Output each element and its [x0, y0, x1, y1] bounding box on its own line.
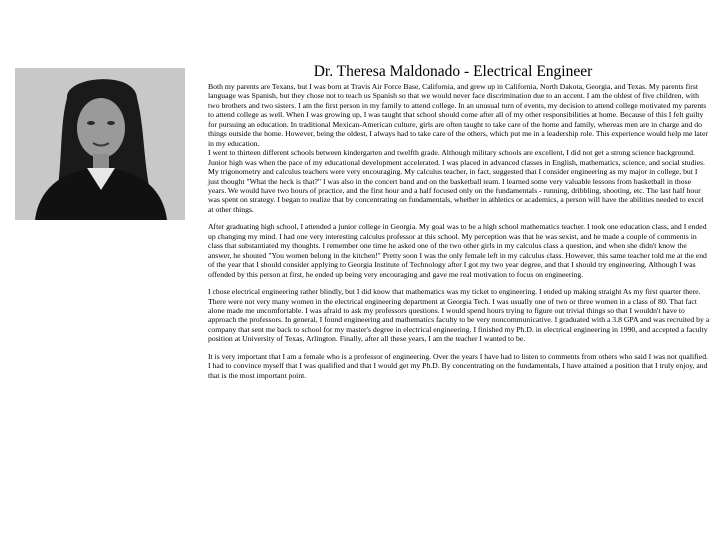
page-title: Dr. Theresa Maldonado - Electrical Engineer	[313, 63, 593, 80]
paragraph: I went to thirteen different schools between kindergarten and twelfth grade. Although military schools are excellent, I did not get a strong science background. Junior high was when the pace of my educational development accelerated. I was placed in advanced classes in English, mathematics, science, and social studies. My trigonometry and calculus teachers were very encouraging. My calculus teacher, in fact, suggested that I consider engineering as my major in college, but I just thought "What the heck is that?" I was also in the concert band and on the basketball team. I learned some very valuable lessons from basketball in those years. We would have two hours of practice, and the first hour and a half focused only on the fundamentals - running, dribbling, shooting, etc. The last half hour was spent on strategy. I began to realize that by concentrating on fundamentals, whether in athletics or academics, a person will have the abilities needed to excel at other things.	[208, 148, 705, 214]
portrait-photo	[15, 68, 185, 220]
biography-text	[208, 82, 710, 380]
paragraph: I chose electrical engineering rather blindly, but I did know that mathematics was my ticket to engineering. I ended up making straight As my first quarter there. There were not very many women in the electrical engineering department at Georgia Tech. I was usually one of two or three women in a class of 80. That fact alone made me uncomfortable. I was afraid to ask my professors questions. I would spend hours trying to figure out trivial things so that I wouldn't have to approach the professors. In general, I found engineering and mathematics faculty to be very noncommunicative. I graduated with a 3.8 GPA and was recruited by a company that sent me back to school for my master's degree in electrical engineering. I finished my Ph.D. in electrical engineering in 1990, and accepted a faculty position at University of Texas, Arlington. Finally, after all these years, I am the teacher I wanted to be.	[208, 287, 710, 344]
paragraph: It is very important that I am a female who is a professor of engineering. Over the years I have had to listen to comments from others who said I was not qualified. I had to convince myself that I was qualified and that I would get my Ph.D. By concentrating on the fundamentals, I have attained a position that I truly enjoy, and that is the most important point.	[208, 351, 708, 380]
paragraph: Both my parents are Texans, but I was born at Travis Air Force Base, California, and grew up in California, North Dakota, Georgia, and Texas. My parents first language was Spanish, but they chose not to teach us Spanish so that we would never face discrimination due to an accent. I am the oldest of five children, with two brothers and two sisters. I am the first person in my family to attend college. In an unusual turn of events, my decision to attend college motivated my parents to attend college as well. When I was growing up, I was taught that school should come after all of my other responsibilities at home. Because of this I felt guilty for pursuing an education. In traditional Mexican-American culture, girls are often taught to take care of the home and family, whereas men are in charge and do things outside the home. However, being the oldest, I always had to take care of the others, which put me in a leadership role. This experience would help me later in my education.	[208, 82, 708, 148]
portrait-icon	[15, 68, 185, 220]
paragraph: After graduating high school, I attended a junior college in Georgia. My goal was to be a high school mathematics teacher. I took one education class, and I ended up changing my mind. I had one very interesting calculus professor at this school. My perception was that he was sexist, and he made a couple of comments in class that substantiated my thoughts. I remember one time he asked one of the two other girls in my calculus class a question, and when she didn't know the answer, he shouted "You women belong in the kitchen!" Pretty soon I was the only female left in my calculus class. However, this same teacher told me at the end of the year that I should consider applying to Georgia Institute of Technology after I got my two year degree, and that I should try engineering. Although I was offended by this person at first, he ended up being very encouraging and gave me real motivation to focus on engineering.	[208, 222, 707, 279]
